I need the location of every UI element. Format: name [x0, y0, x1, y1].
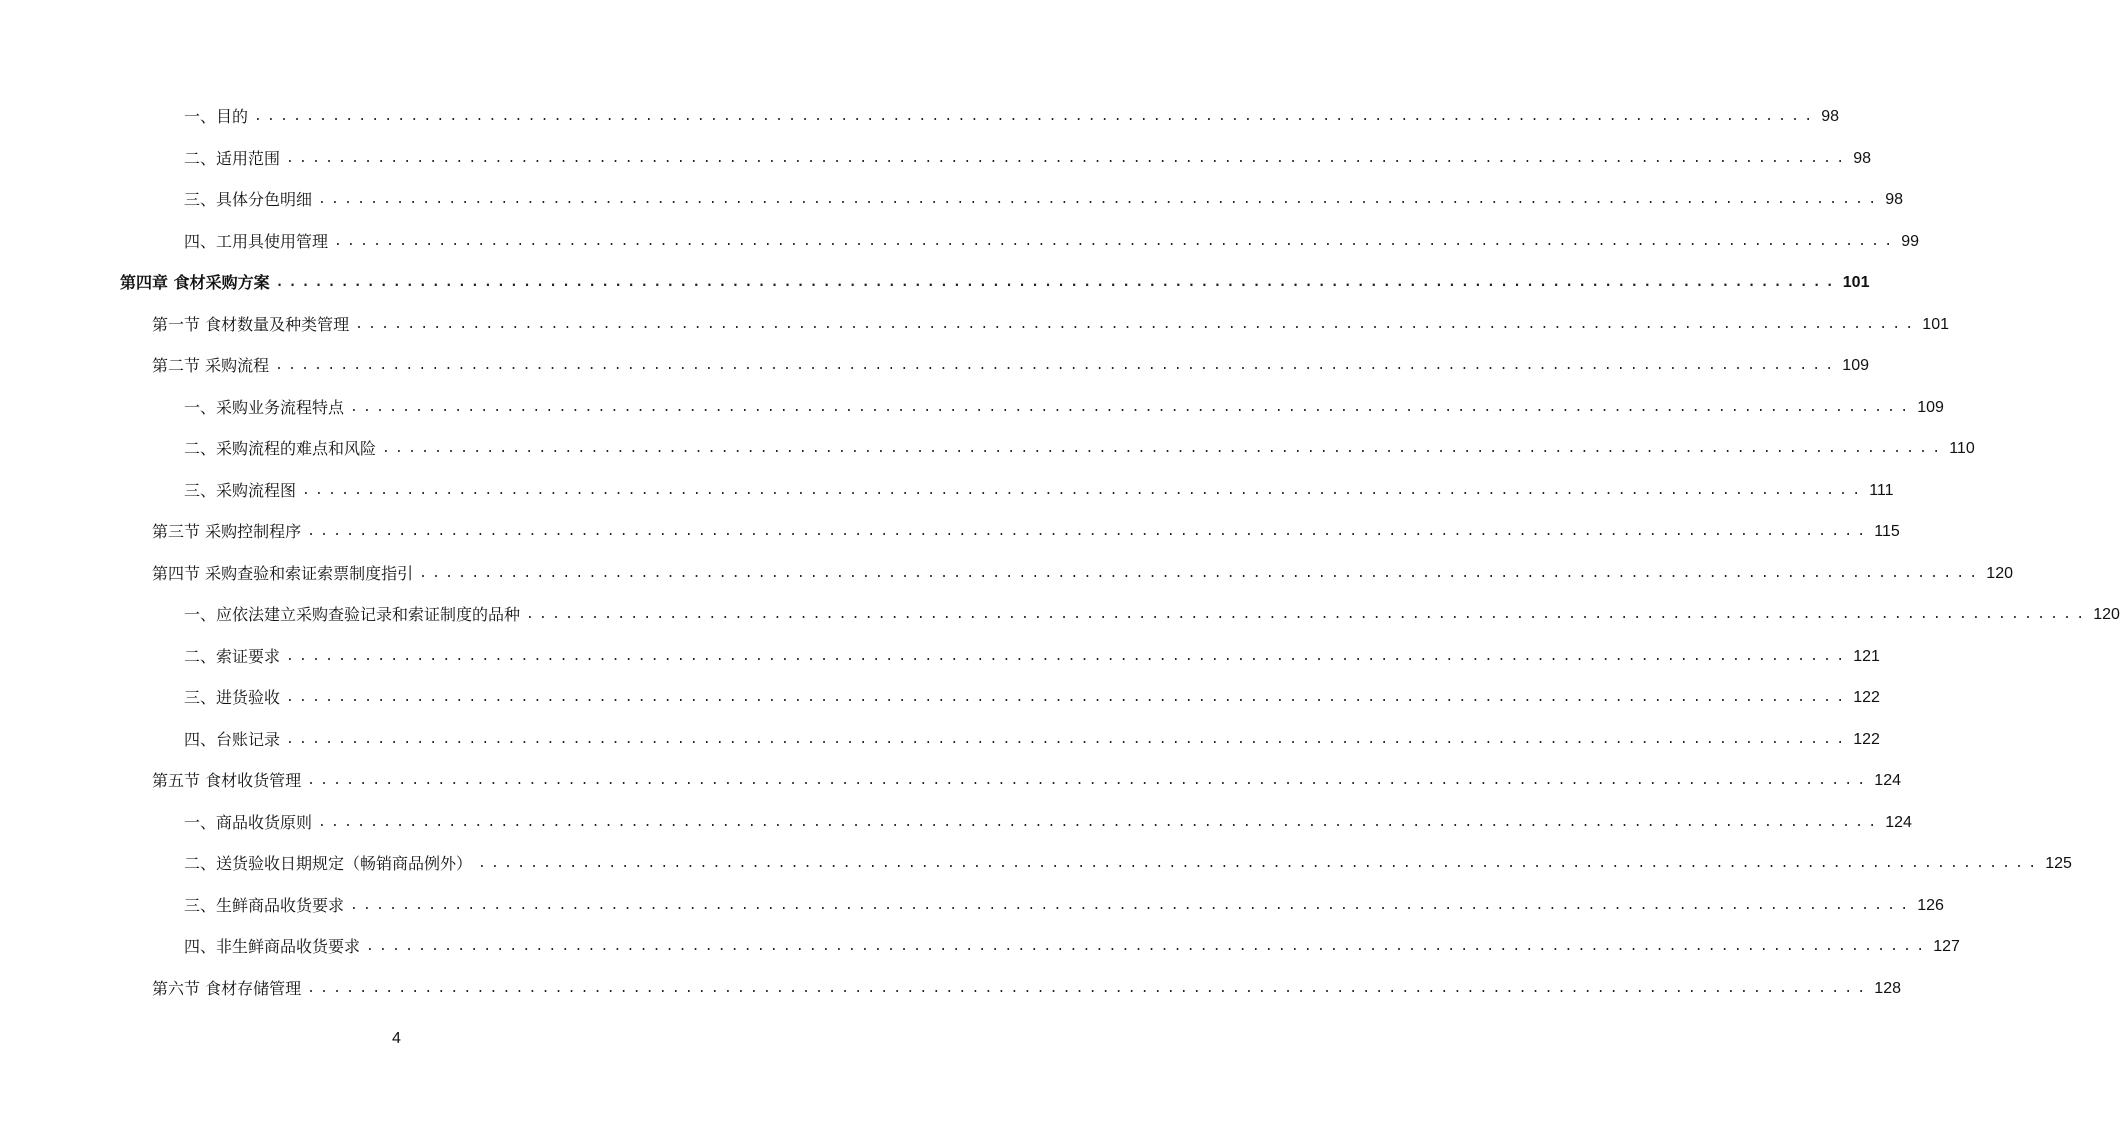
toc-entry-label: 第三节 采购控制程序 — [152, 522, 302, 541]
toc-subsection-entry[interactable] — [184, 811, 1912, 835]
toc-leader-dots: ........................................................................................................................ — [307, 773, 1871, 788]
toc-entry-label: 第二节 采购流程 — [152, 356, 270, 375]
toc-section-entry[interactable] — [152, 977, 1901, 1001]
toc-entry-label: 第四章 食材采购方案 — [120, 273, 270, 292]
toc-entry-label: 四、台账记录 — [184, 730, 281, 749]
toc-section-entry[interactable] — [152, 354, 1869, 378]
toc-entry-page: 122 — [1853, 731, 1880, 748]
toc-entry-label: 第四节 采购查验和索证索票制度指引 — [152, 564, 414, 583]
toc-leader-dots: ........................................................................................................................ — [318, 815, 1882, 830]
toc-leader-dots: ........................................................................................................................ — [334, 234, 1898, 249]
toc-entry-page: 120 — [1986, 565, 2013, 582]
toc-entry-label: 二、适用范围 — [184, 149, 281, 168]
toc-entry-label: 第一节 食材数量及种类管理 — [152, 315, 350, 334]
toc-entry-page: 125 — [2045, 855, 2072, 872]
toc-entry-page: 128 — [1874, 980, 1901, 997]
toc-entry-label: 三、生鲜商品收货要求 — [184, 896, 345, 915]
toc-entry-label: 第六节 食材存储管理 — [152, 979, 302, 998]
toc-entry-page: 98 — [1821, 108, 1840, 125]
toc-entry-label: 二、采购流程的难点和风险 — [184, 439, 377, 458]
toc-subsection-entry[interactable] — [184, 686, 1880, 710]
toc-leader-dots: ........................................................................................................................ — [478, 856, 2042, 871]
toc-leader-dots: ........................................................................................................................ — [382, 441, 1946, 456]
toc-subsection-entry[interactable] — [184, 396, 1944, 420]
toc-entry-page: 124 — [1885, 814, 1912, 831]
toc-leader-dots: ........................................................................................................................ — [350, 898, 1914, 913]
toc-leader-dots: ........................................................................................................................ — [286, 649, 1850, 664]
toc-subsection-entry[interactable] — [184, 147, 1872, 171]
toc-entry-label: 一、商品收货原则 — [184, 813, 313, 832]
toc-subsection-entry[interactable] — [184, 105, 1840, 129]
toc-leader-dots: ........................................................................................................................ — [286, 151, 1850, 166]
toc-leader-dots: ........................................................................................................................ — [302, 483, 1866, 498]
toc-entry-page: 98 — [1885, 191, 1904, 208]
toc-entry-page: 98 — [1853, 150, 1872, 167]
toc-leader-dots: ........................................................................................................................ — [275, 358, 1839, 373]
toc-section-entry[interactable] — [152, 562, 2013, 586]
toc-entry-label: 一、目的 — [184, 107, 249, 126]
toc-entry-page: 115 — [1874, 523, 1900, 540]
toc-subsection-entry[interactable] — [184, 894, 1944, 918]
toc-entry-page: 121 — [1853, 648, 1880, 665]
toc-leader-dots: ........................................................................................................................ — [350, 400, 1914, 415]
toc-entry-page: 99 — [1901, 233, 1920, 250]
toc-entry-page: 124 — [1874, 772, 1901, 789]
toc-leader-dots: ........................................................................................................................ — [307, 981, 1871, 996]
toc-leader-dots: ........................................................................................................................ — [286, 732, 1850, 747]
toc-leader-dots: ........................................................................................................................ — [318, 192, 1882, 207]
toc-entry-label: 一、应依法建立采购查验记录和索证制度的品种 — [184, 605, 521, 624]
toc-subsection-entry[interactable] — [184, 188, 1904, 212]
toc-subsection-entry[interactable] — [184, 935, 1960, 959]
toc-leader-dots: ........................................................................................................................ — [286, 690, 1850, 705]
toc-entry-page: 109 — [1917, 399, 1944, 416]
toc-leader-dots: ........................................................................................................................ — [526, 607, 2090, 622]
toc-entry-label: 二、送货验收日期规定（畅销商品例外） — [184, 854, 473, 873]
toc-entry-label: 四、非生鲜商品收货要求 — [184, 937, 361, 956]
toc-entry-page: 111 — [1869, 482, 1894, 499]
toc-entry-page: 126 — [1917, 897, 1944, 914]
toc-entry-label: 四、工用具使用管理 — [184, 232, 329, 251]
toc-section-entry[interactable] — [152, 520, 1900, 544]
toc-entry-page: 127 — [1933, 938, 1960, 955]
toc-leader-dots: ........................................................................................................................ — [366, 939, 1930, 954]
toc-entry-label: 二、索证要求 — [184, 647, 281, 666]
toc-subsection-entry[interactable] — [184, 603, 2120, 627]
toc-leader-dots: ........................................................................................................................ — [355, 317, 1919, 332]
toc-leader-dots: ........................................................................................................................ — [275, 275, 1839, 290]
toc-entry-page: 110 — [1949, 440, 1975, 457]
toc-leader-dots: ........................................................................................................................ — [419, 566, 1983, 581]
toc-leader-dots: ........................................................................................................................ — [254, 109, 1818, 124]
toc-entry-label: 第五节 食材收货管理 — [152, 771, 302, 790]
toc-entry-page: 122 — [1853, 689, 1880, 706]
toc-leader-dots: ........................................................................................................................ — [307, 524, 1871, 539]
toc-subsection-entry[interactable] — [184, 852, 2072, 876]
toc-entry-page: 120 — [2093, 606, 2120, 623]
toc-subsection-entry[interactable] — [184, 437, 1975, 461]
toc-subsection-entry[interactable] — [184, 479, 1894, 503]
toc-section-entry[interactable] — [152, 769, 1901, 793]
toc-subsection-entry[interactable] — [184, 230, 1920, 254]
page-number: 4 — [392, 1030, 401, 1047]
toc-section-entry[interactable] — [152, 313, 1949, 337]
toc-entry-page: 109 — [1842, 357, 1869, 374]
toc-entry-label: 三、进货验收 — [184, 688, 281, 707]
toc-entry-page: 101 — [1922, 316, 1949, 333]
toc-entry-label: 三、采购流程图 — [184, 481, 297, 500]
toc-subsection-entry[interactable] — [184, 645, 1880, 669]
toc-subsection-entry[interactable] — [184, 728, 1880, 752]
toc-chapter-entry[interactable] — [120, 271, 1870, 295]
toc-entry-page: 101 — [1842, 274, 1870, 291]
toc-entry-label: 三、具体分色明细 — [184, 190, 313, 209]
toc-entry-label: 一、采购业务流程特点 — [184, 398, 345, 417]
